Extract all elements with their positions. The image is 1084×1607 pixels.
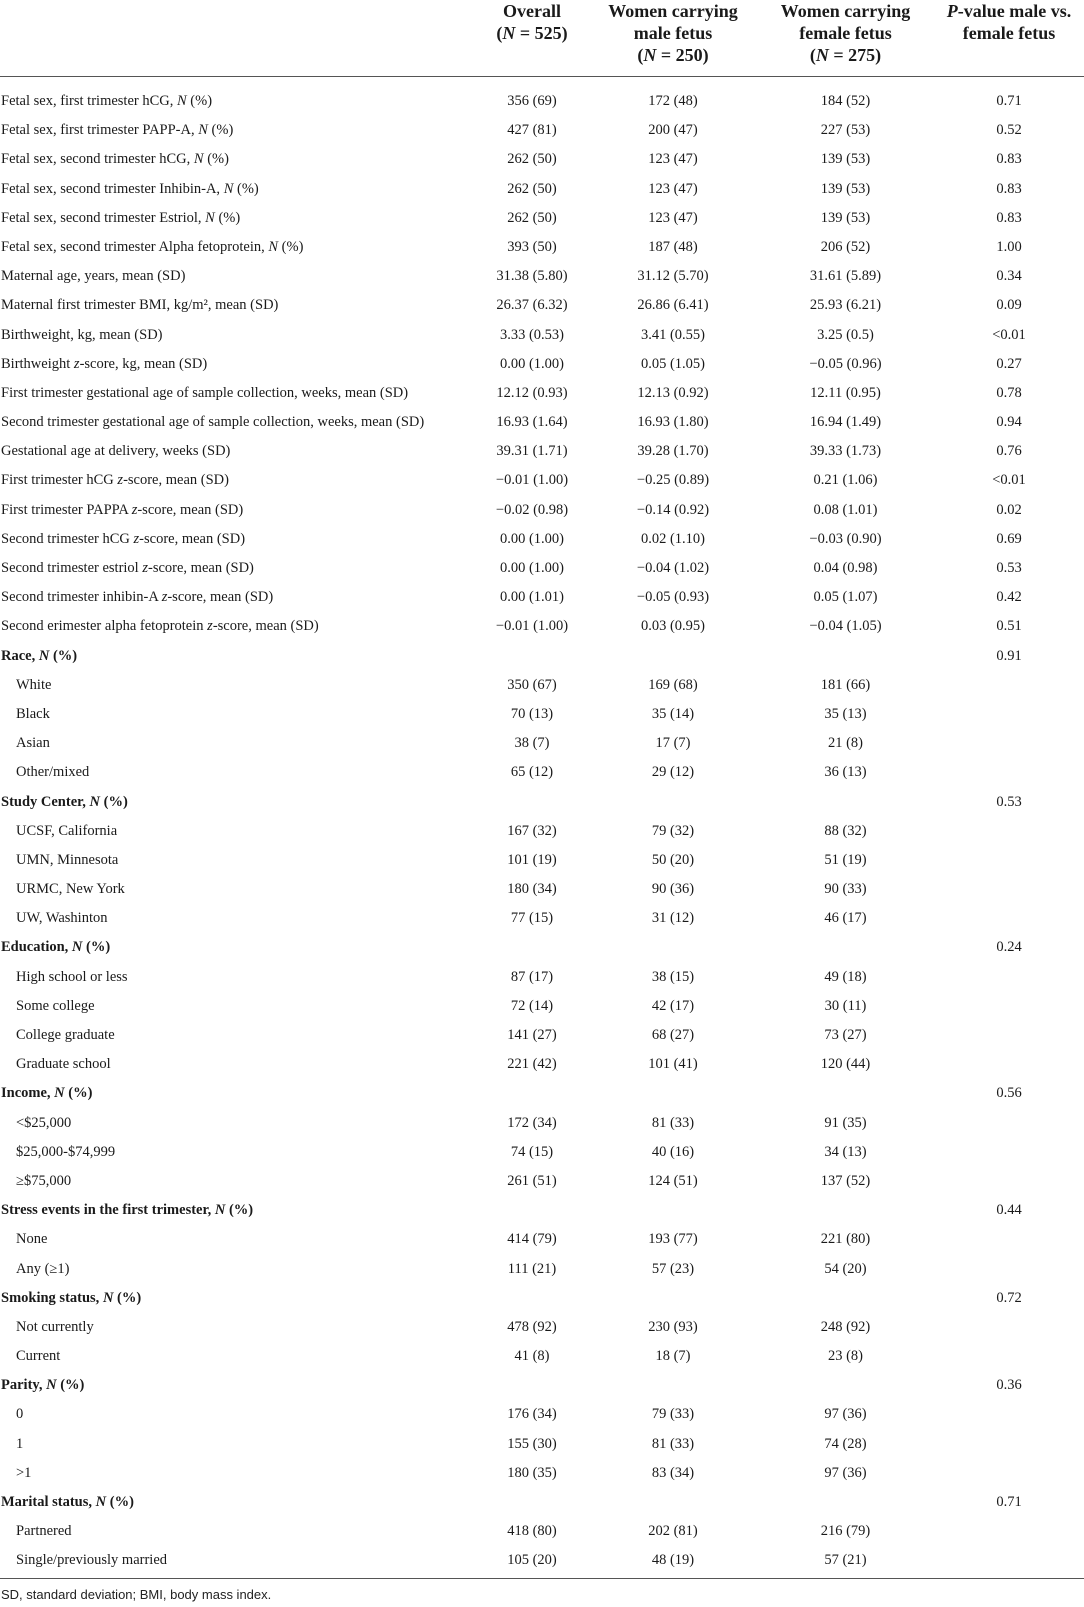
cell-female: 137 (52) [820, 1172, 871, 1189]
table-row [0, 496, 1084, 525]
table-row [0, 466, 1084, 495]
cell-p-value: 0.83 [996, 209, 1022, 226]
table-row [0, 262, 1084, 291]
cell-female: 36 (13) [824, 764, 867, 781]
cell-overall: −0.01 (1.00) [495, 472, 569, 489]
cell-p-value: <0.01 [992, 472, 1026, 489]
row-label: Second trimester hCG z-score, mean (SD) [1, 530, 246, 547]
header-p-value: P-value male vs. female fetus [946, 1, 1072, 43]
cell-female: 3.25 (0.5) [817, 326, 874, 343]
cell-male: 42 (17) [651, 997, 695, 1014]
row-label: Fetal sex, first trimester PAPP-A, N (%) [1, 122, 234, 139]
row-label: Some college [16, 997, 95, 1014]
row-label: First trimester gestational age of sample collection, weeks, mean (SD) [1, 384, 409, 401]
cell-p-value: <0.01 [992, 326, 1026, 343]
cell-female: 51 (19) [824, 851, 867, 868]
cell-overall: 26.37 (6.32) [496, 297, 568, 314]
cell-female: −0.03 (0.90) [809, 530, 882, 547]
row-label: First trimester PAPPA z-score, mean (SD) [1, 501, 244, 518]
row-label: Second trimester estriol z-score, mean (SD) [1, 560, 254, 576]
row-label: Second trimester inhibin-A z-score, mean (SD) [1, 589, 274, 606]
cell-male: 16.93 (1.80) [637, 414, 709, 431]
row-label: >1 [16, 1464, 32, 1481]
row-label: 1 [16, 1435, 24, 1452]
cell-female: −0.04 (1.05) [809, 618, 882, 635]
cell-female: −0.05 (0.96) [809, 355, 882, 372]
table-row [0, 145, 1084, 174]
section-row [0, 1488, 1084, 1517]
cell-overall: 356 (69) [507, 93, 557, 109]
table-row [0, 525, 1084, 554]
row-label: URMC, New York [16, 881, 125, 898]
table-row [0, 116, 1084, 145]
cell-female: 97 (36) [824, 1464, 867, 1481]
cell-male: 79 (33) [651, 1406, 695, 1423]
cell-female: 23 (8) [827, 1348, 864, 1365]
row-label: Fetal sex, second trimester Alpha fetoprotein, N (%) [1, 238, 304, 255]
cell-overall: −0.01 (1.00) [495, 618, 569, 635]
cell-male: 57 (23) [651, 1260, 695, 1277]
cell-male: 79 (32) [651, 822, 695, 839]
cell-overall: 105 (20) [507, 1552, 557, 1569]
cell-female: 12.11 (0.95) [810, 384, 881, 401]
cell-female: 221 (80) [820, 1231, 871, 1248]
cell-p-value: 0.71 [996, 93, 1022, 109]
row-label: Education, N (%) [1, 939, 111, 956]
cell-female: 97 (36) [824, 1406, 867, 1423]
cell-female: 35 (13) [824, 705, 867, 722]
table-row [0, 350, 1084, 379]
row-label: Smoking status, N (%) [1, 1289, 142, 1306]
table-row [0, 1225, 1084, 1254]
table-row [0, 700, 1084, 729]
cell-p-value: 0.83 [996, 180, 1022, 197]
cell-p-value: 0.51 [996, 618, 1022, 635]
table-row [0, 1313, 1084, 1342]
cell-p-value: 0.44 [996, 1202, 1022, 1219]
cell-p-value: 0.78 [996, 384, 1022, 401]
cell-p-value: 0.34 [996, 268, 1022, 285]
cell-male: 18 (7) [655, 1348, 691, 1365]
row-label: Stress events in the first trimester, N (%) [1, 1202, 254, 1219]
row-label: Single/previously married [16, 1552, 168, 1569]
cell-female: 139 (53) [820, 180, 871, 197]
cell-male: 83 (34) [651, 1464, 695, 1481]
cell-female: 16.94 (1.49) [809, 414, 882, 431]
row-label: ≥$75,000 [16, 1172, 72, 1189]
cell-overall: −0.02 (0.98) [495, 501, 569, 518]
cell-overall: 72 (14) [510, 997, 554, 1014]
cell-male: −0.05 (0.93) [636, 589, 710, 606]
row-label: UMN, Minnesota [16, 851, 119, 868]
cell-overall: 38 (7) [514, 735, 550, 752]
cell-overall: 41 (8) [514, 1348, 550, 1365]
cell-female: 31.61 (5.89) [809, 268, 882, 285]
cell-male: 38 (15) [651, 968, 695, 985]
cell-overall: 262 (50) [507, 209, 557, 226]
table-row [0, 554, 1084, 583]
table-row [0, 233, 1084, 262]
cell-overall: 0.00 (1.00) [499, 355, 565, 372]
cell-male: −0.14 (0.92) [636, 501, 710, 518]
cell-female: 21 (8) [827, 735, 864, 752]
cell-p-value: 1.00 [996, 238, 1022, 255]
row-label: Not currently [16, 1318, 94, 1335]
table-row [0, 408, 1084, 437]
row-label: First trimester hCG z-score, mean (SD) [1, 472, 229, 489]
section-row [0, 1196, 1084, 1225]
table-row [0, 1167, 1084, 1196]
section-row [0, 642, 1084, 671]
cell-p-value: 0.02 [996, 501, 1022, 518]
row-label: Income, N (%) [1, 1085, 93, 1102]
cell-overall: 3.33 (0.53) [499, 326, 565, 343]
row-label: $25,000-$74,999 [16, 1143, 116, 1160]
table-row [0, 87, 1084, 116]
cell-overall: 418 (80) [507, 1523, 557, 1540]
cell-p-value: 0.24 [996, 939, 1022, 956]
cell-overall: 70 (13) [510, 705, 554, 722]
table-row [0, 992, 1084, 1021]
cell-male: 29 (12) [651, 764, 695, 781]
row-label: Birthweight, kg, mean (SD) [1, 326, 163, 343]
cell-overall: 262 (50) [507, 180, 557, 197]
cell-male: 123 (47) [648, 209, 698, 226]
cell-male: 31.12 (5.70) [637, 268, 709, 285]
table-row [0, 817, 1084, 846]
cell-male: 200 (47) [648, 122, 698, 139]
cell-male: 123 (47) [648, 180, 698, 197]
cell-overall: 74 (15) [510, 1143, 554, 1160]
section-row [0, 1079, 1084, 1108]
row-label: UCSF, California [16, 822, 118, 839]
cell-female: 57 (21) [824, 1552, 867, 1569]
cell-female: 88 (32) [824, 822, 867, 839]
cell-overall: 65 (12) [510, 764, 554, 781]
table-body [0, 77, 1084, 1576]
row-label: Parity, N (%) [1, 1377, 85, 1394]
cell-female: 139 (53) [820, 209, 871, 226]
cell-overall: 0.00 (1.00) [499, 560, 565, 576]
cell-male: 81 (33) [651, 1435, 695, 1452]
cell-female: 73 (27) [824, 1027, 867, 1043]
cell-overall: 39.31 (1.71) [496, 443, 568, 460]
cell-male: 48 (19) [651, 1552, 695, 1569]
cell-female: 74 (28) [824, 1435, 867, 1452]
row-label: UW, Washinton [16, 910, 108, 927]
cell-female: 0.04 (0.98) [813, 560, 878, 576]
cell-overall: 87 (17) [510, 968, 554, 985]
cell-overall: 180 (35) [507, 1464, 557, 1481]
cell-male: 68 (27) [651, 1027, 695, 1043]
cell-overall: 261 (51) [507, 1172, 557, 1189]
table-header [0, 0, 1084, 77]
row-label: Other/mixed [16, 764, 90, 781]
cell-male: 230 (93) [648, 1318, 698, 1335]
table-row [0, 729, 1084, 758]
row-label: <$25,000 [16, 1114, 72, 1131]
cell-female: 248 (92) [820, 1318, 871, 1335]
cell-overall: 172 (34) [507, 1114, 557, 1131]
row-label: Asian [16, 735, 50, 752]
cell-p-value: 0.76 [996, 443, 1022, 460]
cell-overall: 221 (42) [507, 1056, 557, 1073]
cell-overall: 350 (67) [507, 676, 557, 693]
row-label: None [16, 1231, 48, 1248]
cell-female: 54 (20) [824, 1260, 867, 1277]
cell-female: 0.05 (1.07) [813, 589, 878, 606]
table-row [0, 1400, 1084, 1429]
row-label: Any (≥1) [16, 1260, 70, 1277]
table-row [0, 175, 1084, 204]
cell-overall: 141 (27) [507, 1027, 557, 1043]
table-row [0, 1517, 1084, 1546]
cell-overall: 478 (92) [507, 1318, 557, 1335]
cell-p-value: 0.94 [996, 414, 1022, 431]
cell-female: 184 (52) [820, 93, 871, 109]
cell-male: 40 (16) [651, 1143, 695, 1160]
row-label: College graduate [16, 1027, 115, 1043]
table-row [0, 612, 1084, 641]
cell-female: 49 (18) [824, 968, 867, 985]
table-row [0, 875, 1084, 904]
cell-p-value: 0.91 [996, 647, 1022, 664]
table-row [0, 204, 1084, 233]
cell-male: 0.05 (1.05) [640, 355, 706, 372]
header-male-fetus: Women carrying male fetus (N = 250) [608, 1, 738, 65]
cell-male: 17 (7) [655, 735, 691, 752]
row-label: 0 [16, 1406, 24, 1423]
section-row [0, 788, 1084, 817]
cell-male: 35 (14) [651, 705, 695, 722]
cell-female: 216 (79) [820, 1523, 871, 1540]
cell-p-value: 0.36 [996, 1377, 1022, 1394]
cell-p-value: 0.09 [996, 297, 1022, 314]
table-row [0, 291, 1084, 320]
cell-female: 39.33 (1.73) [809, 443, 882, 460]
cell-p-value: 0.52 [996, 122, 1022, 139]
cell-overall: 111 (21) [507, 1260, 557, 1277]
cell-female: 139 (53) [820, 151, 871, 168]
cell-p-value: 0.53 [996, 560, 1022, 576]
table-row [0, 963, 1084, 992]
cell-overall: 167 (32) [507, 822, 557, 839]
row-label: Maternal first trimester BMI, kg/m², mean (SD) [1, 297, 279, 314]
cell-overall: 414 (79) [507, 1231, 557, 1248]
cell-male: 39.28 (1.70) [637, 443, 709, 460]
cell-male: 3.41 (0.55) [640, 326, 706, 343]
cell-male: −0.25 (0.89) [636, 472, 710, 489]
cell-female: 0.21 (1.06) [813, 472, 878, 489]
cell-male: 202 (81) [648, 1523, 698, 1540]
row-label: Fetal sex, first trimester hCG, N (%) [1, 93, 213, 109]
table-row [0, 1342, 1084, 1371]
cell-p-value: 0.56 [996, 1085, 1022, 1102]
cell-male: 193 (77) [648, 1231, 698, 1248]
row-label: Partnered [16, 1523, 72, 1540]
table-row [0, 437, 1084, 466]
row-label: Fetal sex, second trimester Inhibin-A, N (%) [1, 180, 259, 197]
cell-female: 90 (33) [824, 881, 867, 898]
cell-male: 124 (51) [648, 1172, 698, 1189]
table-row [0, 1021, 1084, 1050]
row-label: Second erimester alpha fetoprotein z-score, mean (SD) [1, 618, 319, 635]
cell-female: 30 (11) [824, 997, 867, 1014]
row-label: Current [16, 1348, 61, 1365]
table-row [0, 583, 1084, 612]
table-bottom-rule [0, 1578, 1084, 1579]
row-label: Fetal sex, second trimester Estriol, N (%) [1, 209, 241, 226]
table-row [0, 1255, 1084, 1284]
table-row [0, 1109, 1084, 1138]
table-row [0, 758, 1084, 787]
row-label: Birthweight z-score, kg, mean (SD) [1, 355, 208, 372]
cell-overall: 180 (34) [507, 881, 557, 898]
row-label: Gestational age at delivery, weeks (SD) [1, 443, 231, 460]
cell-p-value: 0.27 [996, 355, 1022, 372]
table-row [0, 321, 1084, 350]
section-row [0, 1371, 1084, 1400]
cell-male: 101 (41) [648, 1056, 698, 1073]
cell-male: 172 (48) [648, 93, 698, 109]
cell-male: 26.86 (6.41) [637, 297, 709, 314]
cell-female: 120 (44) [820, 1056, 871, 1073]
table-row [0, 846, 1084, 875]
cell-female: 91 (35) [824, 1114, 867, 1131]
cell-male: 50 (20) [651, 851, 695, 868]
cell-male: −0.04 (1.02) [636, 560, 710, 576]
cell-p-value: 0.83 [996, 151, 1022, 168]
row-label: Fetal sex, second trimester hCG, N (%) [1, 151, 229, 168]
section-row [0, 933, 1084, 962]
cell-p-value: 0.72 [996, 1289, 1022, 1306]
table-row [0, 379, 1084, 408]
row-label: Black [16, 705, 50, 722]
cell-overall: 427 (81) [507, 122, 557, 139]
row-label: White [16, 676, 52, 693]
cell-male: 0.03 (0.95) [640, 618, 706, 635]
cell-female: 34 (13) [824, 1143, 867, 1160]
table-row [0, 1138, 1084, 1167]
cell-overall: 16.93 (1.64) [496, 414, 568, 431]
row-label: Marital status, N (%) [1, 1494, 134, 1510]
table-row [0, 1459, 1084, 1488]
table-row [0, 1546, 1084, 1575]
cell-overall: 0.00 (1.00) [499, 530, 565, 547]
cell-female: 227 (53) [820, 122, 871, 139]
cell-overall: 155 (30) [507, 1435, 557, 1452]
header-female-fetus: Women carrying female fetus (N = 275) [780, 1, 911, 65]
cell-overall: 0.00 (1.01) [499, 589, 565, 606]
cell-overall: 31.38 (5.80) [496, 268, 568, 285]
cell-p-value: 0.71 [996, 1494, 1022, 1510]
cell-p-value: 0.69 [996, 530, 1022, 547]
cell-male: 12.13 (0.92) [637, 384, 709, 401]
cell-overall: 77 (15) [510, 910, 554, 927]
cell-p-value: 0.53 [996, 793, 1022, 810]
cell-male: 90 (36) [651, 881, 695, 898]
table-row [0, 1430, 1084, 1459]
cell-female: 0.08 (1.01) [813, 501, 878, 518]
cell-overall: 393 (50) [507, 238, 557, 255]
cell-overall: 12.12 (0.93) [496, 384, 568, 401]
table-row [0, 1050, 1084, 1079]
cell-female: 25.93 (6.21) [809, 297, 882, 314]
table-row [0, 671, 1084, 700]
table-row [0, 904, 1084, 933]
row-label: Second trimester gestational age of sample collection, weeks, mean (SD) [1, 414, 425, 431]
section-row [0, 1284, 1084, 1313]
row-label: Study Center, N (%) [1, 793, 128, 810]
cell-male: 31 (12) [651, 910, 695, 927]
cell-female: 46 (17) [824, 910, 867, 927]
cell-male: 123 (47) [648, 151, 698, 168]
row-label: Graduate school [16, 1056, 111, 1073]
cell-female: 181 (66) [820, 676, 871, 693]
cell-overall: 101 (19) [507, 851, 557, 868]
table-footnote: SD, standard deviation; BMI, body mass index. [1, 1587, 272, 1602]
row-label: Maternal age, years, mean (SD) [1, 268, 186, 285]
cell-overall: 176 (34) [507, 1406, 557, 1423]
row-label: Race, N (%) [1, 647, 78, 664]
header-overall: Overall (N = 525) [496, 1, 568, 43]
cell-p-value: 0.42 [996, 589, 1022, 606]
cell-overall: 262 (50) [507, 151, 557, 168]
cell-male: 81 (33) [651, 1114, 695, 1131]
cell-female: 206 (52) [820, 238, 871, 255]
row-label: High school or less [16, 968, 128, 985]
cell-male: 187 (48) [648, 238, 698, 255]
cell-male: 169 (68) [648, 676, 698, 693]
cell-male: 0.02 (1.10) [640, 530, 706, 547]
